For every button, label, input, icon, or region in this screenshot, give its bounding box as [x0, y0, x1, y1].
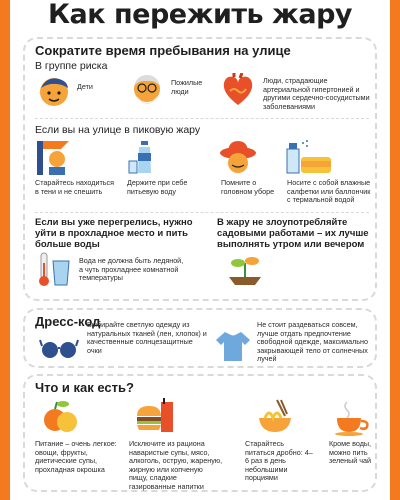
- food-item-label: Исключите из рациона наваристые супы, мясо, алкоголь, острую, жареную, жирную или копченую пищу, сладкие газированные напитки: [129, 439, 223, 491]
- noodles-icon: [255, 398, 295, 436]
- sprout-icon: [225, 251, 265, 287]
- peak-item-label: Носите с собой влажные салфетки или баллончик с термальной водой: [287, 178, 371, 205]
- tshirt-icon: [215, 330, 251, 362]
- sunglasses-icon: [39, 334, 79, 362]
- peak-item-label: Держите при себе питьевую воду: [127, 178, 188, 196]
- divider: [35, 212, 369, 213]
- risk-item-label: Люди, страдающие артериальной гипертонией и другими сердечно-сосудистыми заболеваниями: [263, 76, 370, 111]
- dress-code-panel: [23, 308, 377, 368]
- shade-person-icon: [35, 139, 73, 175]
- risk-group-heading: В группе риска: [35, 60, 108, 72]
- peak-item-label: Помните о головном уборе: [221, 178, 275, 196]
- water-bottle-icon: [127, 139, 161, 175]
- page-title: Как пережить жару: [47, 0, 353, 30]
- divider: [35, 118, 369, 119]
- sun-hat-icon: [218, 139, 258, 175]
- elderly-face-icon: [129, 72, 165, 110]
- food-item-label: Старайтесь питаться дробно: 4–6 раз в день небольшими порциями: [245, 439, 313, 483]
- reduce-heading: Сократите время пребывания на улице: [35, 43, 291, 58]
- risk-item-label: Дети: [77, 82, 93, 91]
- fruits-icon: [41, 398, 81, 436]
- dress-left-text: Выбирайте светлую одежду из натуральных тканей (лен, хлопок) и качественные солнцезащитные очки: [87, 320, 207, 355]
- food-item-label: Питание – очень легкое: овощи, фрукты, диетические супы, прохладная окрошка: [35, 439, 117, 474]
- garden-heading: В жару не злоупотребляйте садовыми работами – их лучше выполнять утром или вечером: [217, 217, 369, 250]
- fast-food-icon: [135, 398, 177, 436]
- infographic-page: [10, 0, 390, 500]
- peak-item-label: Старайтесь находиться в тени и не спешить: [35, 178, 115, 196]
- overheat-heading: Если вы уже перегрелись, нужно уйти в прохладное место и пить больше воды: [35, 217, 193, 250]
- spray-wipes-icon: [283, 137, 333, 175]
- dress-heading: Дресс-код: [35, 314, 101, 329]
- overheat-text: Вода не должна быть ледяной, а чуть прохладнее комнатной температуры: [79, 256, 184, 283]
- reduce-time-panel: [23, 37, 377, 301]
- food-item-label: Кроме воды, можно пить зеленый чай: [329, 439, 372, 466]
- risk-item-label: Пожилые люди: [171, 78, 203, 96]
- thermometer-glass-icon: [37, 251, 73, 287]
- food-panel: [23, 374, 377, 492]
- tea-cup-icon: [333, 400, 371, 436]
- dress-right-text: Не стоит раздеваться совсем, лучше отдать предпочтение свободной одежде, максимально закрывающей тело от солнечных лучей: [257, 320, 369, 364]
- food-heading: Что и как есть?: [35, 380, 134, 395]
- heart-icon: [220, 73, 256, 107]
- peak-heat-heading: Если вы на улице в пиковую жару: [35, 124, 201, 136]
- child-face-icon: [37, 74, 71, 108]
